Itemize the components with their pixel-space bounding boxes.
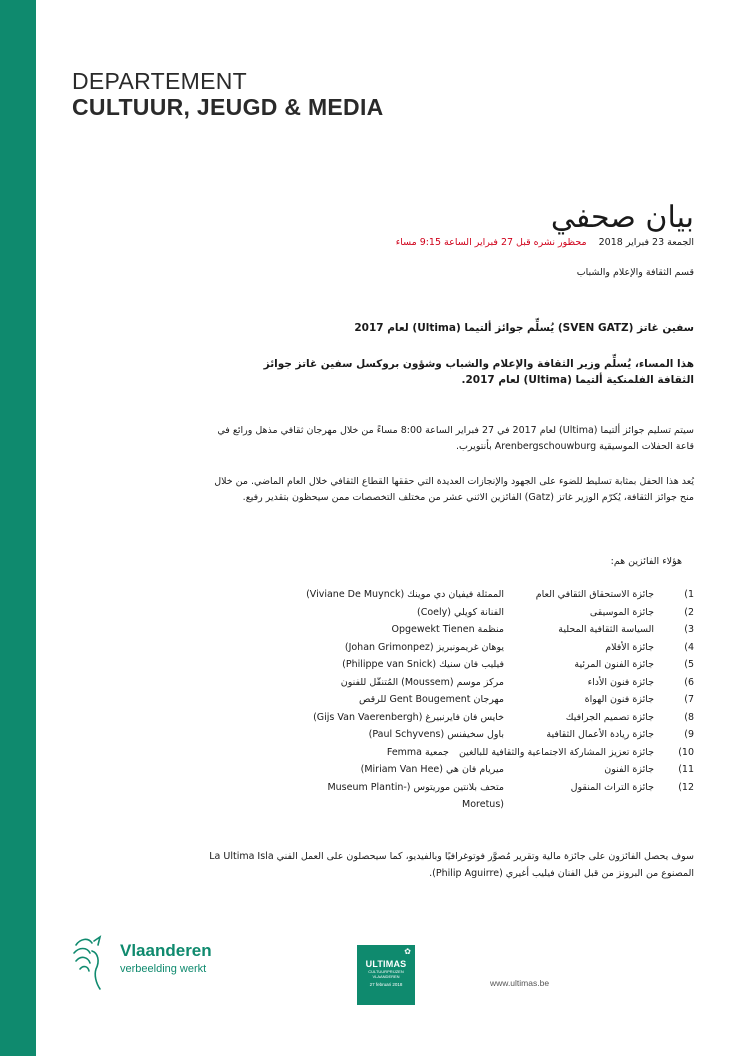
ultimas-date: 27 februari 2018 — [369, 982, 403, 987]
award-number: 5) — [684, 659, 694, 670]
award-number: 9) — [684, 729, 694, 740]
award-row — [262, 761, 694, 779]
award-winner: مهرجان Gent Bougement للرقص — [358, 694, 504, 705]
department-line-2: CULTUUR, JEUGD & MEDIA — [72, 94, 384, 120]
vlaanderen-tagline: verbeelding werkt — [120, 963, 207, 975]
winners-intro: هؤلاء الفائزين هم: — [610, 556, 682, 567]
embargo-notice: محظور نشره قبل 27 فبراير الساعة 9:15 مساء — [395, 237, 587, 248]
lion-icon: ✿ — [404, 947, 411, 956]
lead-paragraph: هذا المساء، يُسلِّم وزير الثقافة والإعلام والشباب وشؤون بروكسل سفين غاتز جوائز الثقافة الفلمنكية ألتيما (Ultima) لعام 2017. — [263, 358, 694, 386]
award-winner: منظمة Opgewekt Tienen — [391, 624, 504, 635]
award-number: 7) — [684, 694, 694, 705]
award-number: 2) — [684, 606, 694, 618]
award-row — [262, 656, 694, 674]
award-winner: مركز موسم (Moussem) المُتنقّل للفنون — [340, 676, 504, 688]
award-number: 10) — [678, 746, 694, 758]
award-winner: باول سخيفنس (Paul Schyvens) — [368, 729, 504, 740]
award-number: 3) — [684, 624, 694, 635]
headline: سفين غاتز (SVEN GATZ) يُسلِّم جوائز ألتيما (Ultima) لعام 2017 — [354, 322, 694, 334]
ultimas-logo — [357, 945, 415, 1005]
dateline — [396, 237, 694, 248]
award-winner: متحف بلانتين موريتوس (-Museum Plantin — [327, 781, 504, 793]
department-line-1: DEPARTEMENT — [72, 68, 247, 94]
vlaanderen-logo — [70, 935, 212, 995]
page-title: بيان صحفي — [550, 200, 694, 235]
award-row — [262, 674, 694, 692]
award-row — [262, 586, 694, 604]
ultimas-title: ULTIMAS — [365, 959, 407, 969]
award-name: جائزة فنون الأداء — [587, 676, 654, 688]
ultimas-subtitle-2: VLAANDEREN — [372, 974, 400, 979]
award-name: جائزة تعزيز المشاركة الاجتماعية والثقافية للبالغين — [458, 746, 654, 758]
award-row — [262, 709, 694, 727]
award-number: 12) — [678, 781, 694, 793]
department-arabic: قسم الثقافة والإعلام والشباب — [576, 267, 694, 278]
award-name: جائزة الفنون المرئية — [574, 659, 654, 670]
award-row — [262, 639, 694, 657]
award-name: جائزة ريادة الأعمال الثقافية — [546, 729, 654, 740]
website-link[interactable]: www.ultimas.be — [490, 978, 550, 988]
award-winner: الفنانة كويلي (Coely) — [416, 606, 504, 618]
release-date: الجمعة 23 فبراير 2018 — [598, 237, 694, 248]
award-name: جائزة فنون الهواة — [584, 694, 654, 705]
award-number: 11) — [678, 764, 694, 775]
award-winner-continuation: (Moretus — [462, 799, 504, 810]
lion-icon — [70, 935, 110, 991]
award-name: جائزة الفنون — [604, 764, 654, 775]
accent-bar — [0, 0, 36, 1056]
body-paragraph-1: سيتم تسليم جوائز ألتيما (Ultima) لعام 2017 في 27 فبراير الساعة 8:00 مساءً من خلال مهرجان ثقافي مذهل ورائع في قاعة الحفلات الموسيقية Arenbergschouwburg بأنتويرب. — [217, 425, 694, 452]
award-number: 6) — [684, 676, 694, 688]
award-winner: الممثلة فيفيان دي موينك (Viviane De Muynck) — [306, 589, 504, 600]
award-winner: يوهان غريمونبريز (Johan Grimonpez) — [344, 641, 504, 653]
award-number: 1) — [684, 589, 694, 600]
award-row — [262, 604, 694, 622]
awards-list — [262, 586, 694, 814]
award-row — [262, 744, 694, 762]
award-number: 4) — [684, 641, 694, 653]
body-paragraph-2: يُعد هذا الحفل بمثابة تسليط للضوء على الجهود والإنجازات العديدة التي حققها القطاع الثقافي خلال العام الماضي. من خلال منح جوائز الثقافة، يُكرّم الوزير غاتز (Gatz) الفائزين الاثني عشر من مختلف التخصصات ممن سيحظون بتقدير رفيع. — [214, 476, 694, 503]
vlaanderen-name: Vlaanderen — [120, 941, 212, 960]
department-header — [72, 68, 384, 120]
award-name: جائزة الموسيقى — [589, 606, 654, 618]
award-name: جائزة الأفلام — [605, 641, 654, 653]
award-name: جائزة الاستحقاق الثقافي العام — [535, 589, 654, 600]
award-number: 8) — [684, 711, 694, 723]
award-winner: خايس فان فايرنبيرغ (Gijs Van Vaerenbergh) — [313, 711, 504, 723]
award-winner: جمعية Femma — [386, 746, 449, 758]
closing-paragraph: سوف يحصل الفائزون على جائزة مالية وتقرير مُصوَّر فوتوغرافيًا وبالفيديو، كما سيحصلون على العمل الفني La Ultima Isla المصنوع من البرونز من قبل الفنان فيليب أغيري (Philip Aguirre). — [209, 851, 694, 879]
award-name: جائزة التراث المنقول — [570, 781, 654, 793]
award-name: جائزة تصميم الجرافيك — [565, 711, 654, 723]
award-row — [262, 691, 694, 709]
ultimas-subtitle-1: CULTUURPRIJZEN — [368, 969, 404, 974]
award-winner: فيليب فان سنيك (Philippe van Snick) — [342, 659, 504, 670]
award-row — [262, 726, 694, 744]
award-name: السياسة الثقافية المحلية — [558, 624, 654, 635]
award-row-continuation — [262, 796, 694, 814]
award-row — [262, 621, 694, 639]
award-row — [262, 779, 694, 797]
award-winner: ميريام فان هي (Miriam Van Hee) — [360, 764, 504, 775]
